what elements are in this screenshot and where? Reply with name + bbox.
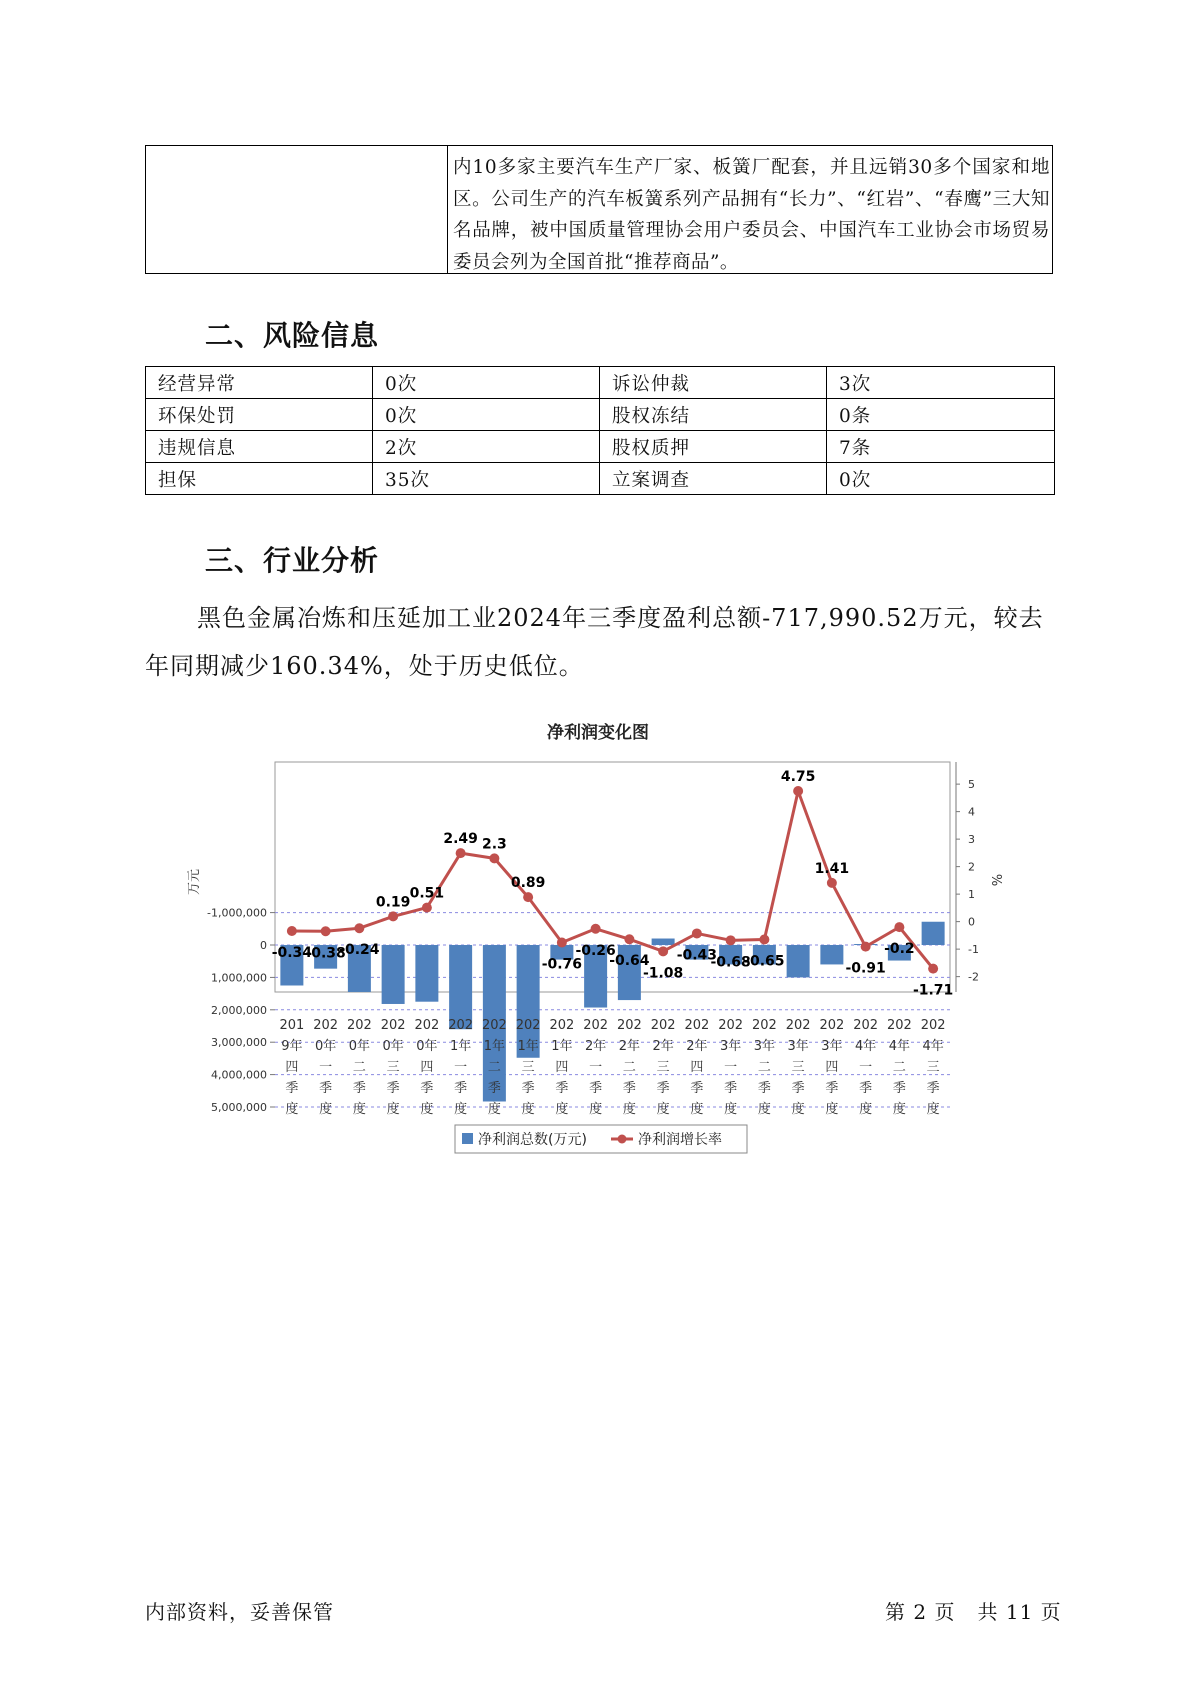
x-tick-label: 一 xyxy=(859,1060,873,1075)
x-tick-label: 季 xyxy=(319,1081,333,1096)
risk-label: 环保处罚 xyxy=(146,399,373,431)
y2-tick-label: 0 xyxy=(968,915,975,929)
x-tick-label: 二 xyxy=(352,1060,366,1075)
x-tick-label: 3年 xyxy=(787,1039,809,1054)
x-tick-label: 1年 xyxy=(483,1039,506,1054)
growth-rate-point xyxy=(624,934,634,944)
x-tick-label: 0年 xyxy=(416,1039,438,1054)
x-tick-label: 202 xyxy=(785,1018,811,1033)
x-tick-label: 3年 xyxy=(753,1039,776,1054)
y-tick-label: 1,000,000 xyxy=(211,971,267,985)
growth-rate-point xyxy=(523,892,533,902)
footer-page-number: 第 2 页 共 11 页 xyxy=(885,1600,1062,1624)
x-tick-label: 季 xyxy=(386,1081,400,1096)
x-tick-label: 季 xyxy=(487,1081,501,1096)
growth-rate-point xyxy=(388,911,398,921)
x-tick-label: 202 xyxy=(448,1018,474,1033)
x-tick-label: 季 xyxy=(791,1081,805,1096)
x-tick-label: 季 xyxy=(454,1081,468,1096)
x-tick-label: 季 xyxy=(521,1081,535,1096)
y2-tick-label: -1 xyxy=(968,943,979,957)
y2-tick-label: 4 xyxy=(968,805,975,819)
risk-label: 诉讼仲裁 xyxy=(600,367,827,399)
x-tick-label: 202 xyxy=(650,1018,676,1033)
y2-tick-label: 3 xyxy=(968,833,975,847)
x-tick-label: 季 xyxy=(622,1081,636,1096)
bar xyxy=(787,945,810,977)
growth-rate-data-label: -1.08 xyxy=(642,965,684,982)
x-tick-label: 度 xyxy=(555,1102,569,1117)
x-tick-label: 度 xyxy=(724,1102,738,1117)
x-tick-label: 202 xyxy=(853,1018,879,1033)
risk-value: 7条 xyxy=(827,431,1055,463)
risk-value: 3次 xyxy=(827,367,1055,399)
growth-rate-point xyxy=(726,935,736,945)
risk-value: 2次 xyxy=(373,431,600,463)
x-tick-label: 度 xyxy=(454,1102,468,1117)
x-tick-label: 202 xyxy=(414,1018,440,1033)
x-tick-label: 三 xyxy=(926,1060,940,1075)
growth-rate-point xyxy=(591,924,601,934)
growth-rate-data-label: -1.71 xyxy=(912,982,954,999)
x-tick-label: 度 xyxy=(487,1102,501,1117)
legend-bar-swatch xyxy=(462,1133,473,1144)
x-tick-label: 度 xyxy=(690,1102,704,1117)
growth-rate-point xyxy=(557,938,567,948)
y-tick-label: 4,000,000 xyxy=(211,1068,267,1082)
bar xyxy=(820,945,843,964)
x-tick-label: 2年 xyxy=(652,1039,674,1054)
growth-rate-point xyxy=(658,946,668,956)
x-tick-label: 季 xyxy=(555,1081,569,1096)
x-tick-label: 202 xyxy=(380,1018,406,1033)
risk-value: 0次 xyxy=(373,399,600,431)
x-tick-label: 202 xyxy=(313,1018,339,1033)
legend-line-label: 净利润增长率 xyxy=(638,1132,722,1148)
x-tick-label: 度 xyxy=(589,1102,603,1117)
growth-rate-data-label: -0.91 xyxy=(845,960,886,977)
x-tick-label: 四 xyxy=(285,1060,299,1075)
x-tick-label: 202 xyxy=(346,1018,372,1033)
x-tick-label: 一 xyxy=(724,1060,738,1075)
x-tick-label: 度 xyxy=(386,1102,400,1117)
x-tick-label: 3年 xyxy=(719,1039,742,1054)
x-tick-label: 二 xyxy=(757,1060,771,1075)
y-tick-label: -1,000,000 xyxy=(207,906,267,920)
x-tick-label: 三 xyxy=(656,1060,670,1075)
growth-rate-data-label: -0.76 xyxy=(541,956,583,973)
risk-value: 0条 xyxy=(827,399,1055,431)
x-tick-label: 三 xyxy=(386,1060,400,1075)
y-tick-label: 5,000,000 xyxy=(211,1101,267,1114)
y-tick-label: 0 xyxy=(260,939,267,952)
x-tick-label: 一 xyxy=(454,1060,468,1075)
x-tick-label: 季 xyxy=(892,1081,906,1096)
x-tick-label: 季 xyxy=(757,1081,771,1096)
x-tick-label: 季 xyxy=(926,1081,940,1096)
bar xyxy=(415,945,438,1002)
y-tick-label: 3,000,000 xyxy=(211,1036,267,1050)
x-tick-label: 度 xyxy=(352,1102,366,1117)
x-tick-label: 季 xyxy=(825,1081,839,1096)
x-tick-label: 201 xyxy=(279,1018,305,1033)
industry-paragraph: 黑色金属冶炼和压延加工业2024年三季度盈利总额-717,990.52万元，较去年同期减少160.34%，处于历史低位。 xyxy=(145,604,1044,680)
growth-rate-point xyxy=(321,926,331,936)
y-tick-label: 2,000,000 xyxy=(211,1003,267,1017)
x-tick-label: 0年 xyxy=(348,1039,371,1054)
x-tick-label: 202 xyxy=(583,1018,609,1033)
x-tick-label: 202 xyxy=(684,1018,710,1033)
x-tick-label: 季 xyxy=(724,1081,738,1096)
legend-bar-label: 净利润总数(万元) xyxy=(478,1132,587,1148)
x-tick-label: 一 xyxy=(589,1060,603,1075)
x-tick-label: 四 xyxy=(420,1060,434,1075)
x-tick-label: 度 xyxy=(892,1102,906,1117)
risk-label: 立案调查 xyxy=(600,463,827,495)
growth-rate-data-label: -0.24 xyxy=(339,942,380,959)
x-tick-label: 0年 xyxy=(382,1039,404,1054)
risk-label: 经营异常 xyxy=(146,367,373,399)
x-tick-label: 度 xyxy=(757,1102,771,1117)
growth-rate-data-label: 1.41 xyxy=(814,860,850,877)
growth-rate-data-label: -0.68 xyxy=(710,954,751,971)
y2-axis-label: % xyxy=(988,873,1003,887)
x-tick-label: 202 xyxy=(616,1018,642,1033)
x-tick-label: 度 xyxy=(656,1102,670,1117)
risk-section-heading: 二、风险信息 xyxy=(205,319,380,352)
x-tick-label: 2年 xyxy=(686,1039,708,1054)
company-intro-text: 内10多家主要汽车生产厂家、板簧厂配套，并且远销30多个国家和地区。公司生产的汽车板簧系列产品拥有“长力”、“红岩”、“春鹰”三大知名品牌，被中国质量管理协会用户委员会、中国汽车工业协会市场贸易委员会列为全国首批“推荐商品”。 xyxy=(453,157,1050,273)
growth-rate-point xyxy=(354,923,364,933)
y2-tick-label: -2 xyxy=(968,970,979,984)
x-tick-label: 0年 xyxy=(314,1039,337,1054)
growth-rate-data-label: -0.65 xyxy=(744,953,785,970)
x-tick-label: 202 xyxy=(481,1018,507,1033)
growth-rate-data-label: 2.3 xyxy=(481,836,507,853)
x-tick-label: 季 xyxy=(656,1081,670,1096)
x-tick-label: 季 xyxy=(859,1081,873,1096)
growth-rate-point xyxy=(456,848,466,858)
legend-line-marker xyxy=(618,1135,627,1144)
growth-rate-data-label: 0.89 xyxy=(510,875,546,892)
x-tick-label: 三 xyxy=(521,1060,535,1075)
x-tick-label: 1年 xyxy=(449,1039,472,1054)
growth-rate-data-label: 0.51 xyxy=(409,885,445,902)
growth-rate-data-label: -0.38 xyxy=(305,945,346,962)
x-tick-label: 一 xyxy=(319,1060,333,1075)
x-tick-label: 度 xyxy=(285,1102,299,1117)
growth-rate-point xyxy=(692,928,702,938)
y2-tick-label: 1 xyxy=(968,888,975,902)
x-tick-label: 2年 xyxy=(584,1039,607,1054)
x-tick-label: 202 xyxy=(718,1018,744,1033)
x-tick-label: 季 xyxy=(589,1081,603,1096)
x-tick-label: 度 xyxy=(319,1102,333,1117)
growth-rate-point xyxy=(759,935,769,945)
x-tick-label: 四 xyxy=(555,1060,569,1075)
x-tick-label: 4年 xyxy=(922,1039,944,1054)
x-tick-label: 二 xyxy=(892,1060,906,1075)
growth-rate-point xyxy=(422,903,432,913)
growth-rate-data-label: 4.75 xyxy=(780,769,816,785)
footer-confidential-note: 内部资料，妥善保管 xyxy=(145,1600,334,1624)
x-tick-label: 季 xyxy=(420,1081,434,1096)
x-tick-label: 1年 xyxy=(551,1039,573,1054)
growth-rate-point xyxy=(894,922,904,932)
x-tick-label: 度 xyxy=(859,1102,873,1117)
bar xyxy=(652,939,675,945)
growth-rate-point xyxy=(287,926,297,936)
x-tick-label: 2年 xyxy=(618,1039,641,1054)
growth-rate-data-label: -0.43 xyxy=(676,947,718,964)
x-tick-label: 季 xyxy=(285,1081,299,1096)
x-tick-label: 度 xyxy=(622,1102,636,1117)
growth-rate-data-label: -0.2 xyxy=(884,941,915,958)
bar xyxy=(449,945,472,1029)
y2-tick-label: 2 xyxy=(968,860,975,874)
growth-rate-point xyxy=(928,964,938,974)
x-tick-label: 季 xyxy=(690,1081,704,1096)
x-tick-label: 二 xyxy=(487,1060,501,1075)
chart-title: 净利润变化图 xyxy=(547,723,649,743)
bar xyxy=(922,922,945,945)
growth-rate-data-label: -0.64 xyxy=(609,953,650,970)
risk-label: 股权冻结 xyxy=(600,399,827,431)
x-tick-label: 度 xyxy=(521,1102,535,1117)
risk-label: 担保 xyxy=(146,463,373,495)
risk-value: 0次 xyxy=(373,367,600,399)
x-tick-label: 二 xyxy=(622,1060,636,1075)
x-tick-label: 季 xyxy=(352,1081,366,1096)
risk-label: 违规信息 xyxy=(146,431,373,463)
growth-rate-data-label: -0.26 xyxy=(575,942,616,959)
x-tick-label: 度 xyxy=(791,1102,805,1117)
growth-rate-data-label: 0.19 xyxy=(375,894,411,911)
growth-rate-data-label: 2.49 xyxy=(443,831,478,848)
growth-rate-data-label: -0.34 xyxy=(271,944,313,961)
x-tick-label: 四 xyxy=(825,1060,839,1075)
growth-rate-point xyxy=(489,853,499,863)
x-tick-label: 9年 xyxy=(281,1039,303,1054)
risk-value: 35次 xyxy=(373,463,600,495)
x-tick-label: 202 xyxy=(751,1018,777,1033)
x-tick-label: 202 xyxy=(515,1018,541,1033)
x-tick-label: 三 xyxy=(791,1060,805,1075)
risk-label: 股权质押 xyxy=(600,431,827,463)
growth-rate-point xyxy=(827,878,837,888)
risk-value: 0次 xyxy=(827,463,1055,495)
growth-rate-point xyxy=(793,786,803,796)
x-tick-label: 度 xyxy=(825,1102,839,1117)
bar xyxy=(382,945,405,1004)
industry-section-heading: 三、行业分析 xyxy=(205,544,380,577)
x-tick-label: 202 xyxy=(886,1018,912,1033)
x-tick-label: 3年 xyxy=(821,1039,843,1054)
x-tick-label: 4年 xyxy=(888,1039,911,1054)
x-tick-label: 202 xyxy=(920,1018,946,1033)
x-tick-label: 四 xyxy=(690,1060,704,1075)
x-tick-label: 1年 xyxy=(517,1039,539,1054)
y2-tick-label: 5 xyxy=(968,778,975,792)
x-tick-label: 度 xyxy=(926,1102,940,1117)
y-axis-label: 万元 xyxy=(187,868,202,896)
x-tick-label: 度 xyxy=(420,1102,434,1117)
x-tick-label: 4年 xyxy=(854,1039,877,1054)
x-tick-label: 202 xyxy=(819,1018,845,1033)
x-tick-label: 202 xyxy=(549,1018,575,1033)
growth-rate-point xyxy=(861,942,871,952)
